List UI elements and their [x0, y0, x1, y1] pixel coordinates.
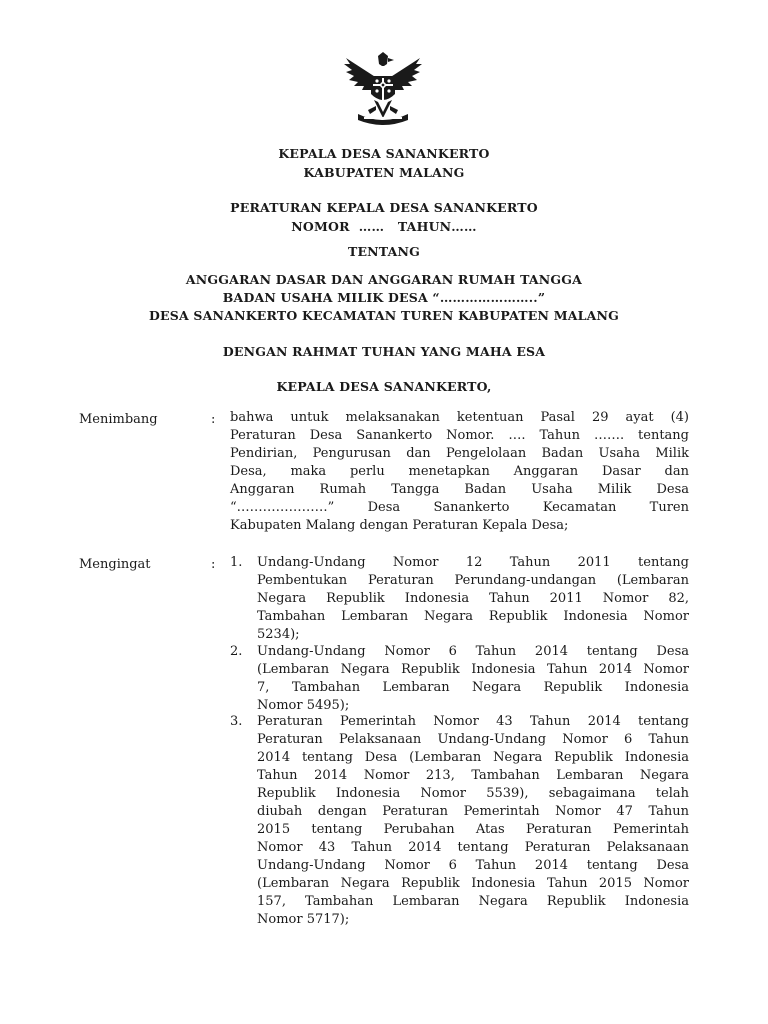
mengingat-item-line: 2015 tentang Perubahan Atas Peraturan Pemerintah	[257, 822, 689, 837]
menimbang-colon: :	[211, 412, 216, 427]
mengingat-item-line: Peraturan Pemerintah Nomor 43 Tahun 2014 tentang	[257, 714, 689, 729]
mengingat-item-line: Nomor 5495);	[257, 698, 350, 713]
title-regency: KABUPATEN MALANG	[303, 165, 465, 180]
menimbang-line: Peraturan Desa Sanankerto Nomor. …. Tahun ……. tentang	[230, 428, 689, 443]
menimbang-line: Pendirian, Pengurusan dan Pengelolaan Badan Usaha Milik	[230, 446, 689, 461]
title-head-of-village: KEPALA DESA SANANKERTO	[278, 146, 490, 161]
mengingat-item-number: 3.	[230, 714, 243, 729]
menimbang-line: bahwa untuk melaksanakan ketentuan Pasal 29 ayat (4)	[230, 410, 689, 425]
title-subject-line-2: BADAN USAHA MILIK DESA “…………………..”	[222, 290, 546, 305]
mengingat-item-line: Negara Republik Indonesia Tahun 2011 Nomor 82,	[257, 591, 689, 606]
mengingat-item-line: (Lembaran Negara Republik Indonesia Tahun 2015 Nomor	[257, 876, 689, 891]
mengingat-item-line: 7, Tambahan Lembaran Negara Republik Indonesia	[257, 680, 689, 695]
mengingat-item-number: 1.	[230, 555, 243, 570]
title-regulation: PERATURAN KEPALA DESA SANANKERTO	[230, 200, 538, 215]
menimbang-line: Anggaran Rumah Tangga Badan Usaha Milik Desa	[230, 482, 689, 497]
mengingat-item-line: Republik Indonesia Nomor 5539), sebagaimana telah	[257, 786, 689, 801]
issuer-line: KEPALA DESA SANANKERTO,	[276, 379, 492, 394]
mengingat-item-line: diubah dengan Peraturan Pemerintah Nomor 47 Tahun	[257, 804, 689, 819]
title-about: TENTANG	[347, 244, 421, 259]
mengingat-item-line: 5234);	[257, 627, 300, 642]
mengingat-item-line: 157, Tambahan Lembaran Negara Republik Indonesia	[257, 894, 689, 909]
garuda-emblem-icon	[340, 50, 426, 126]
mengingat-item-line: Peraturan Pelaksanaan Undang-Undang Nomor 6 Tahun	[257, 732, 689, 747]
mengingat-item-line: Nomor 43 Tahun 2014 tentang Peraturan Pelaksanaan	[257, 840, 689, 855]
title-subject-line-1: ANGGARAN DASAR DAN ANGGARAN RUMAH TANGGA	[185, 272, 583, 287]
menimbang-line: “…………………” Desa Sanankerto Kecamatan Turen	[230, 500, 689, 515]
mengingat-item-line: Tambahan Lembaran Negara Republik Indonesia Nomor	[257, 609, 689, 624]
menimbang-line: Desa, maka perlu menetapkan Anggaran Dasar dan	[230, 464, 689, 479]
mengingat-label: Mengingat	[79, 557, 151, 572]
title-subject-line-3: DESA SANANKERTO KECAMATAN TUREN KABUPATEN MALANG	[148, 308, 620, 323]
mengingat-item-line: Undang-Undang Nomor 6 Tahun 2014 tentang Desa	[257, 644, 689, 659]
mengingat-item-line: 2014 tentang Desa (Lembaran Negara Republik Indonesia	[257, 750, 689, 765]
title-number-year: NOMOR …… TAHUN……	[291, 219, 477, 234]
mengingat-item-line: Nomor 5717);	[257, 912, 350, 927]
mengingat-item-line: Tahun 2014 Nomor 213, Tambahan Lembaran Negara	[257, 768, 689, 783]
mengingat-item-line: Undang-Undang Nomor 6 Tahun 2014 tentang Desa	[257, 858, 689, 873]
mengingat-item-line: (Lembaran Negara Republik Indonesia Tahun 2014 Nomor	[257, 662, 689, 677]
mengingat-colon: :	[211, 557, 216, 572]
menimbang-label: Menimbang	[79, 412, 158, 427]
mengingat-item-line: Undang-Undang Nomor 12 Tahun 2011 tentang	[257, 555, 689, 570]
menimbang-line: Kabupaten Malang dengan Peraturan Kepala Desa;	[230, 518, 569, 533]
mengingat-item-line: Pembentukan Peraturan Perundang-undangan (Lembaran	[257, 573, 689, 588]
blessing-line: DENGAN RAHMAT TUHAN YANG MAHA ESA	[222, 344, 546, 359]
mengingat-item-number: 2.	[230, 644, 243, 659]
